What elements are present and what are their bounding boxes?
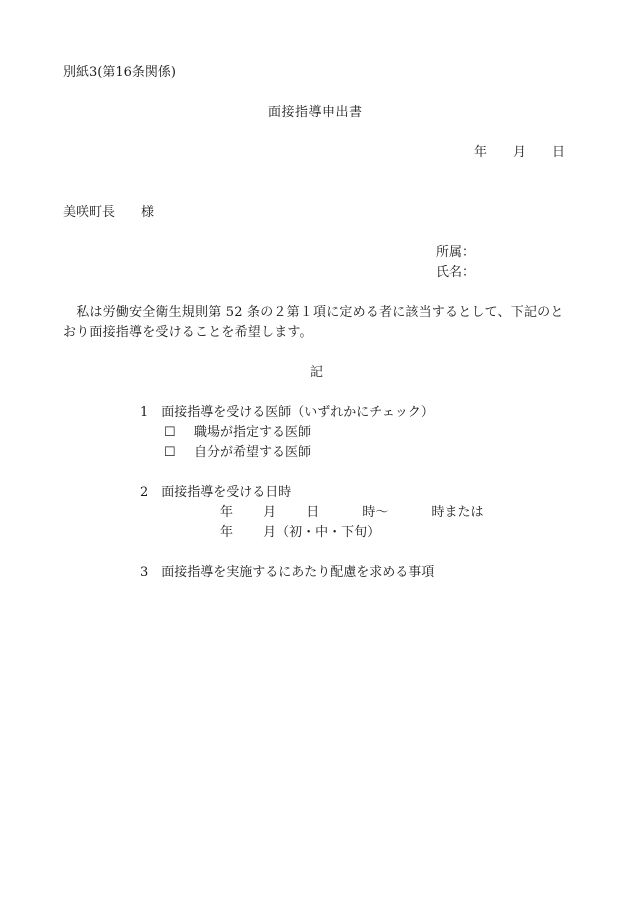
name-label: 氏名： [436, 265, 476, 280]
body-text-line-2: おり面接指導を受けることを希望します。 [63, 325, 313, 340]
addressee: 美咲町長 様 [63, 205, 155, 220]
checkbox-icon[interactable]: ☐ [164, 445, 176, 460]
document-title: 面接指導申出書 [268, 105, 363, 120]
section-2-heading: 2 面接指導を受ける日時 [140, 485, 292, 500]
body-text-line-1: 私は労働安全衛生規則第 52 条の２第１項に定める者に該当するとして、下記のと [63, 305, 564, 320]
doctor-option-self[interactable] [164, 446, 311, 459]
datetime-line-1: 年 月 日 時～ 時または [220, 505, 484, 520]
date-day: 日 [552, 145, 566, 160]
form-reference: 別紙3(第16条関係) [63, 65, 176, 80]
checkbox-icon[interactable]: ☐ [164, 425, 176, 440]
datetime-line-2: 年 月（初・中・下旬） [220, 525, 381, 540]
option-label: 自分が希望する医師 [194, 445, 312, 460]
ki-heading: 記 [310, 365, 324, 380]
date-line [474, 146, 565, 159]
section-3-heading: 3 面接指導を実施するにあたり配慮を求める事項 [140, 565, 435, 580]
doctor-option-workplace[interactable] [164, 426, 311, 439]
affiliation-label: 所属： [436, 245, 476, 260]
date-year: 年 [474, 145, 488, 160]
option-label: 職場が指定する医師 [194, 425, 312, 440]
section-1-heading: 1 面接指導を受ける医師（いずれかにチェック） [140, 405, 434, 420]
date-month: 月 [513, 145, 527, 160]
